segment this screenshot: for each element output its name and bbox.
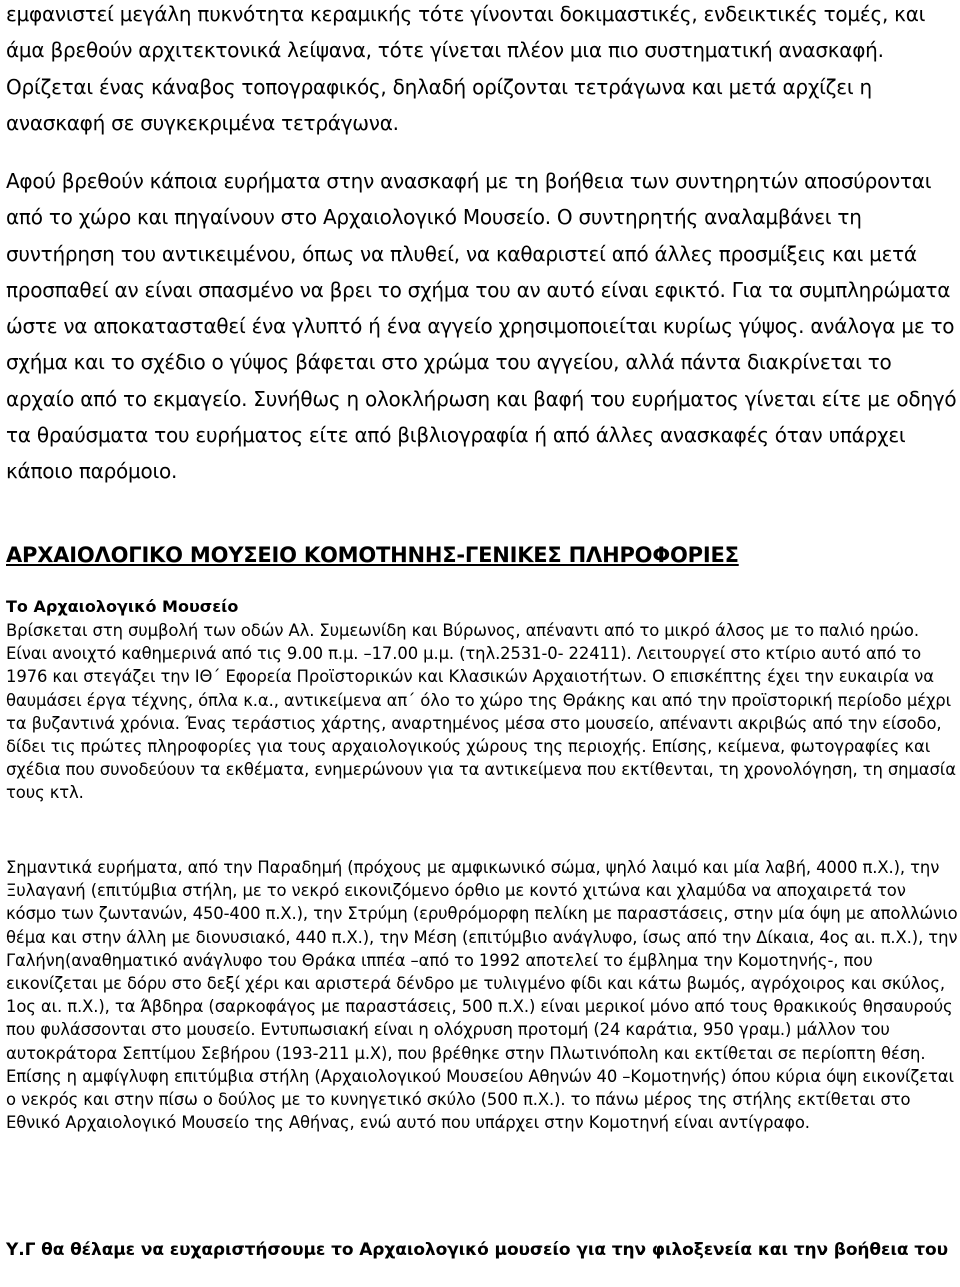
postscript-thanks: Υ.Γ θα θέλαμε να ευχαριστήσουμε το Αρχαιολογικό μουσείο για την φιλοξενεία και την βοήθεια του [6, 1240, 948, 1260]
museum-subheading: Το Αρχαιολογικό Μουσείο [6, 597, 239, 616]
section-heading: ΑΡΧΑΙΟΛΟΓΙΚΟ ΜΟΥΣΕΙΟ ΚΟΜΟΤΗΝΗΣ-ΓΕΝΙΚΕΣ ΠΛΗΡΟΦΟΡΙΕΣ [6, 543, 739, 567]
conservation-paragraph: Αφού βρεθούν κάποια ευρήματα στην ανασκαφή με τη βοήθεια των συντηρητών αποσύρονται από το χώρο και πηγαίνουν στο Αρχαιολογικό Μουσείο. Ο συντηρητής αναλαμβάνει τη συντήρηση του αντικειμένου, όπως να πλυθεί, να καθαριστεί από άλλες προσμίξεις και μετά προσπαθεί αν είναι σπασμένο να βρει το σχήμα του αν αυτό είναι εφικτό. Για τα συμπληρώματα ώστε να αποκατασταθεί ένα γλυπτό ή ένα αγγείο χρησιμοποιείται κυρίως γύψος. ανάλογα με το σχήμα και το σχέδιο ο γύψος βάφεται στο χρώμα του αγγείου, αλλά πάντα διακρίνεται το αρχαίο από το εκμαγείο. Συνήθως η ολοκλήρωση και βαφή του ευρήματος γίνεται είτε με οδηγό τα θραύσματα του ευρήματος είτε από βιβλιογραφία ή από άλλες ανασκαφές όταν υπάρχει κάποιο παρόμοιο. [6, 169, 957, 484]
findings-paragraph: Σημαντικά ευρήματα, από την Παραδημή (πρόχους με αμφικωνικό σώμα, ψηλό λαιμό και μία λαβή, 4000 π.Χ.), την Ξυλαγανή (επιτύμβια στήλη, με το νεκρό εικονιζόμενο όρθιο με κοντό χιτώνα και χλαμύδα να αποχαιρετά τον κόσμο των ζωντανών, 450-400 π.Χ.), την Στρύμη (ερυθρόμορφη πελίκη με παραστάσεις, στην μία όψη με απολλώνιο θέμα και στην άλλη με διονυσιακό, 440 π.Χ.), την Μέση (επιτύμβιο ανάγλυφο, ίσως από την Δίκαια, 4ος αι. π.Χ.), την Γαλήνη(αναθηματικό ανάγλυφο του Θράκα ιππέα –από το 1992 αποτελεί το έμβλημα την Κομοτηνής-, που εικονίζεται με δόρυ στο δεξί χέρι και αριστερά δένδρο με τυλιγμένο φίδι και κάτω βωμός, αγρόχοιρος και σκύλος, 1ος αι. π.Χ.), τα Άβδηρα (σαρκοφάγος με παραστάσεις, 500 π.Χ.) είναι μερικοί μόνο από τους θρακικούς θησαυρούς που φυλάσσονται στο μουσείο. Εντυπωσιακή είναι η ολόχρυση προτομή (24 καράτια, 950 γραμ.) μάλλον του αυτοκράτορα Σεπτίμου Σεβήρου (193-211 μ.Χ), που βρέθηκε στην Πλωτινόπολη και εκτίθεται σε περίοπτη θέση. Επίσης η αμφίγλυφη επιτύμβια στήλη (Αρχαιολογικού Μουσείου Αθηνών 40 –Κομοτηνής) όπου κύρια όψη εικονίζεται ο νεκρός και στην πίσω ο δούλος με το κυνηγετικό σκύλο (500 π.Χ.). το πάνω μέρος της στήλης εκτίθεται στο Εθνικό Αρχαιολογικό Μουσείο της Αθήνας, ενώ αυτό που υπάρχει στην Κομοτηνή είναι αντίγραφο. [6, 858, 958, 1133]
excavation-paragraph: εμφανιστεί μεγάλη πυκνότητα κεραμικής τότε γίνονται δοκιμαστικές, ενδεικτικές τομές, και άμα βρεθούν αρχιτεκτονικά λείψανα, τότε γίνεται πλέον μια πιο συστηματική ανασκαφή. Ορίζεται ένας κάναβος τοπογραφικός, δηλαδή ορίζονται τετράγωνα και μετά αρχίζει η ανασκαφή σε συγκεκριμένα τετράγωνα. [6, 2, 926, 135]
museum-info-paragraph: Βρίσκεται στη συμβολή των οδών Αλ. Συμεωνίδη και Βύρωνος, απέναντι από το μικρό άλσος με το παλιό ηρώο. Είναι ανοιχτό καθημερινά από τις 9.00 π.μ. –17.00 μ.μ. (τηλ.2531-0- 22411). Λειτουργεί στο κτίριο αυτό από το 1976 και στεγάζει την ΙΘ΄ Εφορεία Προϊστορικών και Κλασικών Αρχαιοτήτων. Ο επισκέπτης έχει την ευκαιρία να θαυμάσει έργα τέχνης, όπλα κ.α., αντικείμενα απ΄ όλο το χώρο της Θράκης και από την προϊστορική περίοδο μέχρι τα βυζαντινά χρόνια. Ένας τεράστιος χάρτης, αναρτημένος μέσα στο μουσείο, απέναντι ακριβώς από την είσοδο, δίδει τις πρώτες πληροφορίες για τους αρχαιολογικούς χώρους της περιοχής. Επίσης, κείμενα, φωτογραφίες και σχέδια που συνοδεύουν τα εκθέματα, ενημερώνουν για τα αντικείμενα που εκτίθενται, τη χρονολόγηση, τη σημασία τους κτλ. [6, 621, 956, 803]
